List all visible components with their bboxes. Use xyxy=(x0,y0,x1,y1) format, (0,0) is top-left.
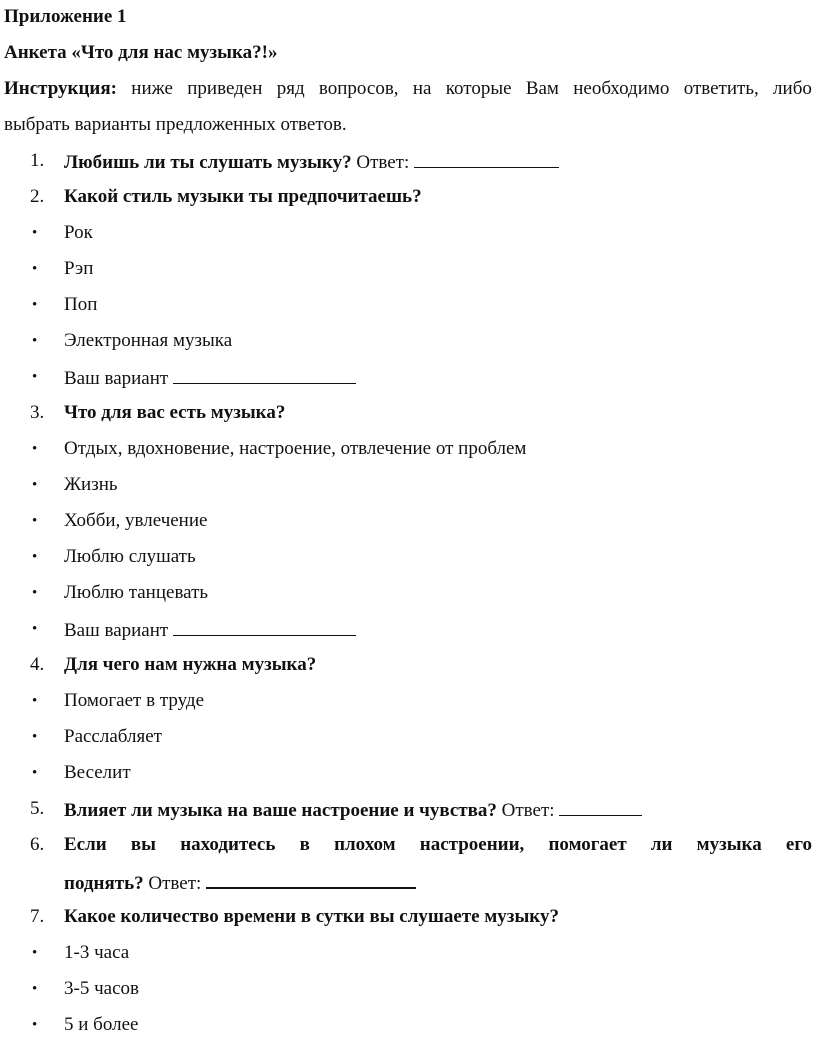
question-text: поднять? xyxy=(64,873,144,894)
question-1 xyxy=(64,150,559,174)
instruction-word: ряд xyxy=(276,78,305,99)
question-word: плохом xyxy=(334,834,396,855)
question-number: 1. xyxy=(30,150,45,171)
option-item: Рэп xyxy=(64,258,94,279)
answer-label: Ответ: xyxy=(356,152,410,173)
bullet-icon: • xyxy=(32,297,38,313)
option-item: 3-5 часов xyxy=(64,978,139,999)
question-word: его xyxy=(785,834,812,855)
option-item: Рок xyxy=(64,222,93,243)
question-4: Для чего нам нужна музыка? xyxy=(64,654,317,675)
option-item: Помогает в труде xyxy=(64,690,205,711)
answer-blank[interactable] xyxy=(173,618,356,636)
option-item: 5 и более xyxy=(64,1014,139,1035)
bullet-icon: • xyxy=(32,333,38,349)
answer-blank[interactable] xyxy=(173,366,356,384)
question-number: 3. xyxy=(30,402,45,423)
option-item-custom xyxy=(64,618,356,642)
option-item: Электронная музыка xyxy=(64,330,233,351)
question-7: Какое количество времени в сутки вы слушаете музыку? xyxy=(64,906,559,927)
appendix-label: Приложение 1 xyxy=(4,6,127,27)
instruction-word: приведен xyxy=(187,78,263,99)
instruction-word: Вам xyxy=(525,78,559,99)
document-title: Анкета «Что для нас музыка?!» xyxy=(4,42,278,63)
bullet-icon: • xyxy=(32,513,38,529)
question-2: Какой стиль музыки ты предпочитаешь? xyxy=(64,186,422,207)
bullet-icon: • xyxy=(32,477,38,493)
question-5 xyxy=(64,798,642,822)
bullet-icon: • xyxy=(32,369,38,385)
option-item-custom xyxy=(64,366,356,390)
question-word: музыка xyxy=(696,834,762,855)
instruction-word: на xyxy=(412,78,432,99)
question-number: 6. xyxy=(30,834,45,855)
bullet-icon: • xyxy=(32,549,38,565)
bullet-icon: • xyxy=(32,441,38,457)
bullet-icon: • xyxy=(32,585,38,601)
bullet-icon: • xyxy=(32,945,38,961)
instruction-word: ответить, xyxy=(683,78,759,99)
question-number: 4. xyxy=(30,654,45,675)
question-text: Влияет ли музыка на ваше настроение и чувства? xyxy=(64,800,497,821)
option-item: Люблю слушать xyxy=(64,546,196,567)
question-number: 7. xyxy=(30,906,45,927)
question-word: вы xyxy=(130,834,157,855)
question-text: Любишь ли ты слушать музыку? xyxy=(64,152,352,173)
option-item: Жизнь xyxy=(64,474,118,495)
bullet-icon: • xyxy=(32,225,38,241)
instruction-word: которые xyxy=(445,78,512,99)
question-word: находитесь xyxy=(180,834,276,855)
question-word: ли xyxy=(650,834,673,855)
answer-label: Ответ: xyxy=(501,800,555,821)
answer-blank[interactable] xyxy=(559,798,642,816)
option-item: Отдых, вдохновение, настроение, отвлечение от проблем xyxy=(64,438,527,459)
question-number: 5. xyxy=(30,798,45,819)
bullet-icon: • xyxy=(32,693,38,709)
question-3: Что для вас есть музыка? xyxy=(64,402,286,423)
bullet-icon: • xyxy=(32,729,38,745)
instruction-word: ниже xyxy=(131,78,173,99)
bullet-icon: • xyxy=(32,765,38,781)
question-word: Если xyxy=(64,834,107,855)
question-6-line-1 xyxy=(64,834,812,856)
option-item: Люблю танцевать xyxy=(64,582,209,603)
bullet-icon: • xyxy=(32,981,38,997)
answer-blank[interactable] xyxy=(206,870,416,889)
option-item: 1-3 часа xyxy=(64,942,130,963)
option-label: Ваш вариант xyxy=(64,368,169,389)
answer-blank[interactable] xyxy=(414,150,559,168)
question-word: в xyxy=(299,834,310,855)
option-label: Ваш вариант xyxy=(64,620,169,641)
bullet-icon: • xyxy=(32,261,38,277)
instruction-word: необходимо xyxy=(573,78,670,99)
instruction-word: вопросов, xyxy=(318,78,399,99)
question-word: настроении, xyxy=(419,834,525,855)
option-item: Хобби, увлечение xyxy=(64,510,208,531)
option-item: Веселит xyxy=(64,762,131,783)
question-number: 2. xyxy=(30,186,45,207)
instruction-label: Инструкция: xyxy=(4,78,117,99)
option-item: Расслабляет xyxy=(64,726,162,747)
bullet-icon: • xyxy=(32,1017,38,1033)
instruction-line-2: выбрать варианты предложенных ответов. xyxy=(4,114,347,135)
answer-label: Ответ: xyxy=(148,873,202,894)
bullet-icon: • xyxy=(32,621,38,637)
question-6-line-2 xyxy=(64,870,416,895)
option-item: Поп xyxy=(64,294,98,315)
instruction-line-1 xyxy=(4,78,812,100)
question-word: помогает xyxy=(548,834,627,855)
instruction-word: либо xyxy=(773,78,812,99)
